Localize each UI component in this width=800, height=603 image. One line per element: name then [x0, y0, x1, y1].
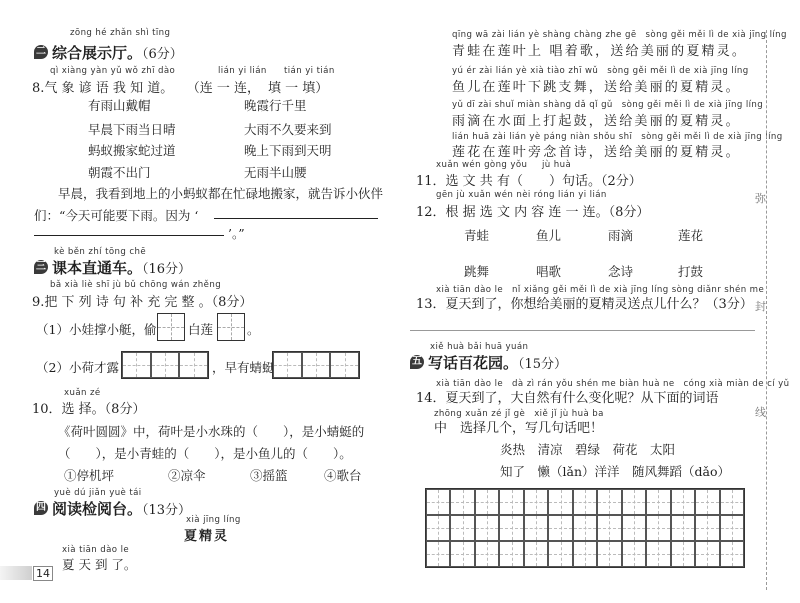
pinyin: xià jīng líng	[186, 515, 241, 525]
poem-line: 莲花在莲叶旁念首诗，送给美丽的夏精灵。	[452, 145, 741, 160]
proverb-right-4[interactable]: 无雨半山腰	[244, 165, 307, 180]
question-text: 填 一 填）	[267, 81, 329, 96]
paragraph-line: 早晨，我看到地上的小蚂蚁都在忙碌地搬家，就告诉小伙伴	[58, 186, 384, 201]
match-top-3[interactable]: 雨滴	[608, 228, 634, 243]
question-8	[32, 77, 328, 96]
pinyin: gēn jù xuǎn wén nèi róng lián yi lián	[436, 190, 607, 200]
proverb-right-2[interactable]: 大雨不久要来到	[244, 122, 332, 137]
match-top-4[interactable]: 莲花	[678, 228, 704, 243]
proverb-right-1[interactable]: 晚霞行千里	[244, 98, 307, 113]
section-score: （6分）	[142, 47, 183, 62]
question-text: 8.气 象 谚 语 我 知 道。	[32, 81, 174, 96]
match-bottom-1[interactable]: 跳舞	[464, 264, 490, 279]
question-14-cont: 中 选择几个，写几句话吧！	[434, 421, 604, 436]
proverb-left-1[interactable]: 有雨山戴帽	[88, 98, 151, 113]
paragraph-end: ’。”	[228, 226, 245, 241]
tianzige-grid[interactable]	[121, 351, 209, 379]
margin-label: 线	[755, 402, 766, 422]
section-title: 写话百花园。	[428, 354, 519, 372]
pinyin: lián huā zài lián yè páng niàn shǒu shī sòng gěi měi lì de xià jīng líng	[452, 132, 783, 142]
pinyin: xià tiān dào le nǐ xiǎng gěi měi lì de xià jīng líng sòng diǎnr shén me	[436, 285, 765, 295]
question-12: 12．根 据 选 文 内 容 连 一 连。（8分）	[416, 205, 650, 220]
section-title: 阅读检阅台。	[52, 500, 143, 518]
pinyin: zōng hé zhǎn shì tīng	[70, 28, 171, 38]
pinyin: lián yi lián	[218, 66, 267, 76]
option-4[interactable]: ④歌台	[324, 468, 362, 483]
poem-blank-line-1: （1）小娃撑小艇，偷	[36, 322, 157, 337]
poem-line: 夏 天 到 了。	[62, 557, 137, 572]
pinyin: tián yi tián	[284, 66, 335, 76]
question-text: （连 一 连，	[193, 81, 260, 96]
poem-line: 鱼儿在莲叶下跳支舞，送给美丽的夏精灵。	[452, 80, 741, 95]
page-number: 14	[33, 566, 53, 581]
match-top-2[interactable]: 鱼儿	[536, 228, 562, 243]
poem-text: ，早有蜻蜓	[212, 360, 275, 375]
pinyin: xià tiān dào le	[62, 545, 130, 555]
pinyin: xià tiān dào le dà zì rán yǒu shén me biàn huà ne cóng xià miàn de cí yǔ	[436, 379, 790, 389]
word-bank-1: 炎热 清凉 碧绿 荷花 太阳	[500, 442, 676, 457]
option-3[interactable]: ③摇篮	[250, 468, 288, 483]
pinyin: xiě huà bǎi huā yuán	[430, 342, 529, 352]
poem-blank-line-2: （2）小荷才露	[36, 360, 119, 375]
paragraph-line: 们：“今天可能要下雨。因为 ‘	[34, 208, 199, 223]
pinyin: yuè dú jiǎn yuè tái	[54, 488, 142, 498]
tianzige-box[interactable]	[157, 313, 185, 341]
question-11: 11．选 文 共 有（ ）句话。（2分）	[416, 174, 642, 189]
section-title: 综合展示厅。	[52, 44, 143, 62]
section-number-badge: 二	[36, 46, 46, 57]
match-bottom-3[interactable]: 念诗	[608, 264, 634, 279]
section-number-badge: 四	[36, 502, 46, 513]
pinyin: bǎ xià liè shī jù bǔ chōng wán zhěng	[50, 280, 222, 290]
answer-line[interactable]	[34, 235, 224, 236]
pinyin: kè běn zhí tōng chē	[54, 247, 147, 257]
match-bottom-2[interactable]: 唱歌	[536, 264, 562, 279]
section-score: （13分）	[142, 503, 192, 518]
word-bank-2: 知了 懒（lǎn）洋洋 随风舞蹈（dǎo）	[500, 464, 730, 479]
option-1[interactable]: ①停机坪	[64, 468, 115, 483]
pinyin: xuǎn wén gòng yǒu	[436, 160, 528, 170]
margin-label: 封	[755, 296, 766, 316]
answer-line[interactable]	[410, 330, 755, 331]
pinyin: yǔ dī zài shuǐ miàn shàng dǎ qǐ gǔ sòng gěi měi lì de xià jīng líng	[452, 100, 764, 110]
section-number-badge: 五	[412, 356, 422, 367]
answer-line[interactable]	[214, 218, 378, 219]
poem-text: 。	[247, 322, 260, 337]
question-10: 10．选 择。（8分）	[32, 402, 146, 417]
pinyin: jù huà	[542, 160, 572, 170]
question-9: 9.把 下 列 诗 句 补 充 完 整 。（8分）	[32, 295, 253, 310]
margin-label: 弥	[755, 188, 766, 208]
pinyin: xuǎn zé	[64, 388, 101, 398]
proverb-left-4[interactable]: 朝霞不出门	[88, 165, 151, 180]
page-footer-bar	[0, 566, 32, 580]
question-sentence: 《荷叶圆圆》中，荷叶是小水珠的（ ），是小蜻蜓的	[58, 424, 365, 439]
question-14: 14．夏天到了，大自然有什么变化呢？从下面的词语	[416, 391, 719, 406]
seal-line	[766, 30, 767, 590]
option-2[interactable]: ②凉伞	[168, 468, 206, 483]
proverb-left-2[interactable]: 早晨下雨当日晴	[88, 122, 176, 137]
section-title: 课本直通车。	[52, 259, 143, 277]
poem-title: 夏精灵	[184, 529, 230, 544]
proverb-right-3[interactable]: 晚上下雨到天明	[244, 143, 332, 158]
pinyin: qīng wā zài lián yè shàng chàng zhe gē sòng gěi měi lì de xià jīng líng	[452, 30, 787, 40]
proverb-left-3[interactable]: 蚂蚁搬家蛇过道	[88, 143, 176, 158]
section-number-badge: 三	[36, 261, 46, 272]
writing-grid[interactable]	[425, 488, 745, 568]
match-top-1[interactable]: 青蛙	[464, 228, 490, 243]
pinyin: qì xiàng yàn yǔ wǒ zhī dào	[50, 66, 176, 76]
match-bottom-4[interactable]: 打鼓	[678, 264, 704, 279]
tianzige-grid[interactable]	[272, 351, 360, 379]
poem-line: 雨滴在水面上打起鼓，送给美丽的夏精灵。	[452, 114, 741, 129]
question-sentence: （ ），是小青蛙的（ ），是小鱼儿的（ ）。	[58, 446, 352, 461]
question-13: 13．夏天到了，你想给美丽的夏精灵送点儿什么？（3分）	[416, 297, 753, 312]
tianzige-box[interactable]	[217, 313, 245, 341]
poem-line: 青蛙在莲叶上 唱着歌，送给美丽的夏精灵。	[452, 44, 748, 59]
section-score: （15分）	[518, 357, 568, 372]
pinyin: zhōng xuǎn zé jǐ gè xiě jǐ jù huà ba	[434, 409, 604, 419]
poem-text: 白莲	[188, 322, 214, 337]
section-score: （16分）	[142, 262, 192, 277]
pinyin: yú ér zài lián yè xià tiào zhī wǔ sòng gěi měi lì de xià jīng líng	[452, 66, 749, 76]
